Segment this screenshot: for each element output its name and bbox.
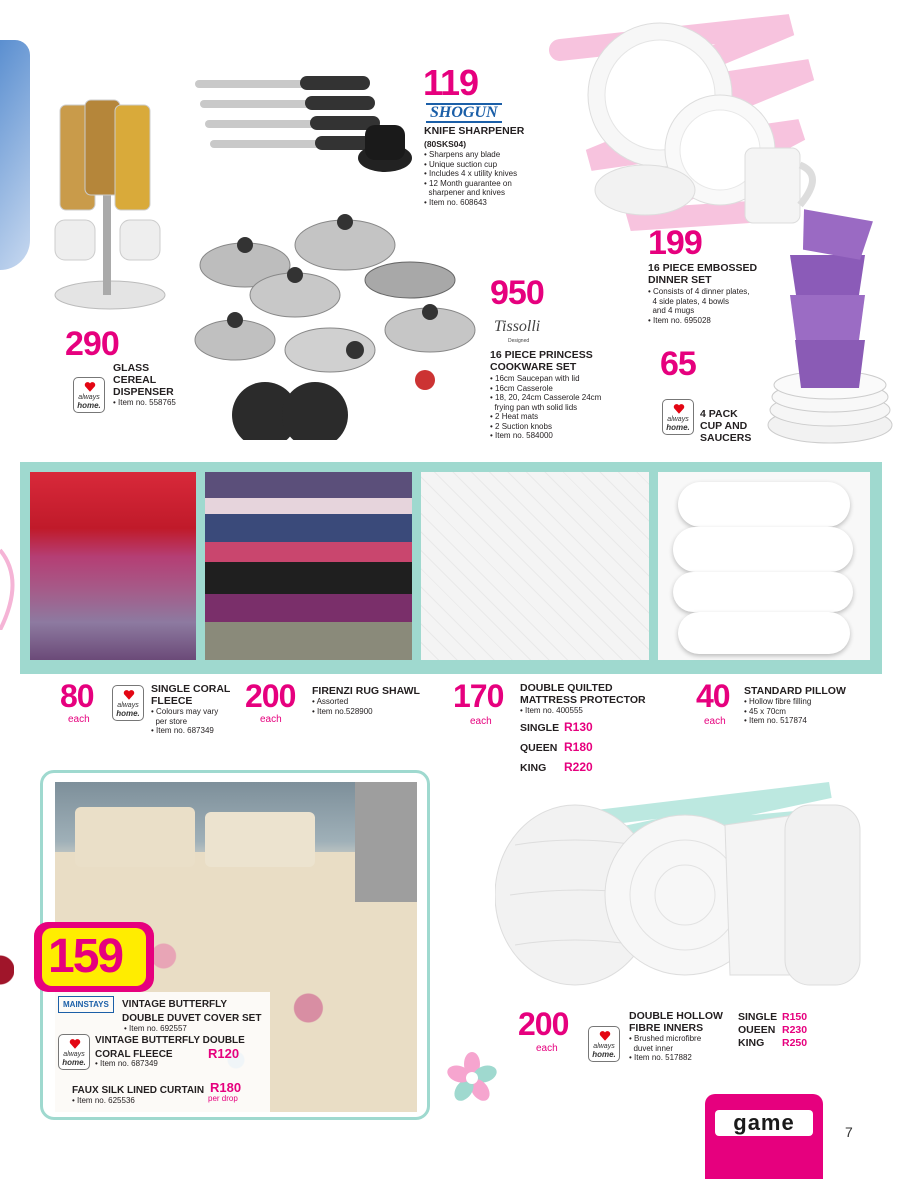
bullet: • Brushed microfibre [629,1034,702,1043]
fleece-each: each [68,714,90,725]
always-home-text: always home. [62,1051,86,1067]
title-line: VINTAGE BUTTERFLY [122,999,228,1010]
title-line: 4 PACK [700,408,738,420]
title-line: DOUBLE DUVET COVER SET [122,1013,262,1024]
cup-saucer-image [765,200,900,450]
cereal-price: 290 [65,325,119,363]
pillow-bullets [744,697,811,726]
curtain-title: FAUX SILK LINED CURTAIN [72,1085,205,1096]
title-line: CORAL FLEECE [95,1049,173,1060]
cereal-bullets [113,398,176,408]
cereal-dispenser-image [45,95,175,315]
cookware-title [490,349,593,373]
always-home-badge [73,377,105,413]
title-line: DISPENSER [113,386,174,398]
fleece-bullets [151,707,218,736]
shawl-each: each [260,714,282,725]
bullet: • Item no. 558765 [113,398,176,407]
always-home-badge [112,685,144,721]
title-line: DOUBLE HOLLOW [629,1010,723,1022]
bullet: • Item no. 625536 [72,1096,135,1105]
title-line: VINTAGE BUTTERFLY DOUBLE [95,1035,245,1046]
shawl-title: FIRENZI RUG SHAWL [312,685,420,697]
heart-icon [599,1030,611,1042]
bullet: • Item no. 608643 [424,197,487,207]
bullet: • Item no.528900 [312,706,373,716]
size-row: OUEEN R230 [738,1024,808,1036]
title-line: SINGLE CORAL [151,683,231,695]
size-row: SINGLE R150 [738,1011,808,1023]
title-line: MATTRESS PROTECTOR [520,694,646,706]
bullet: • Consists of 4 dinner plates, [648,287,750,296]
heart-icon [123,689,135,701]
bullet: • 12 Month guarantee on [424,178,512,188]
protector-title [520,682,646,706]
bullet: • Item no. 584000 [490,431,553,440]
tissolli-subtext: Designed [508,338,530,344]
bullet: • Unique suction cup [424,159,498,169]
title-line: GLASS [113,362,150,374]
duvet-fleece-bullets [95,1059,158,1069]
bullet: • Item no. 400555 [520,706,583,715]
bullet: • Item no. 687349 [95,1059,158,1068]
title-line: 16 PIECE EMBOSSED [648,262,758,274]
bullet: • 16cm Casserole [490,383,553,393]
bullet: • Sharpens any blade [424,150,501,159]
bullet: • Item no. 695028 [648,315,711,325]
shogun-logo: SHOGUN [426,103,502,123]
ornament-decoration [0,940,14,1000]
curtain-per: per drop [208,1094,238,1103]
game-logo-text: game [715,1110,813,1136]
pillow-title: STANDARD PILLOW [744,685,846,697]
heart-icon [69,1038,81,1050]
inners-each: each [536,1043,558,1054]
bullet: and 4 mugs [652,306,695,315]
title-line: COOKWARE SET [490,361,577,373]
fleece-title [151,683,230,707]
shawl-price: 200 [245,678,296,714]
title-line: CUP AND [700,420,748,432]
bullet: • Colours may vary [151,707,219,716]
cereal-title [113,362,174,398]
cookware-set-image [185,200,485,440]
pillow-each: each [704,716,726,727]
always-home-text: always home. [77,394,101,410]
curtain-bullets [72,1096,135,1106]
dinner-bullets [648,287,750,325]
bullet: sharpener and knives [428,188,505,197]
knife-price: 119 [423,62,479,103]
title-line: 16 PIECE PRINCESS [490,349,593,361]
size-row: SINGLE R130 [520,720,593,734]
bullet: • 16cm Saucepan with lid [490,374,580,383]
always-home-badge [58,1034,90,1070]
page-number: 7 [845,1124,853,1140]
bullet: • Includes 4 x utility knives [424,169,518,178]
protector-sizes [520,718,593,778]
bullet: • Item no. 692557 [124,1024,187,1033]
bullet: frying pan wth solid lids [494,402,578,412]
size-row: KING R220 [520,760,593,774]
cups-price: 65 [660,345,696,383]
heart-icon [673,403,685,415]
knife-code: (80SKS04) [424,139,467,149]
duvet-inners-image [495,785,875,1005]
curtain-price: R180 [210,1080,242,1095]
duvet-price: 159 [48,930,123,983]
always-home-text: always home. [592,1043,616,1059]
title-line: DOUBLE QUILTED [520,682,613,694]
mattress-protector-image [421,472,649,660]
heart-icon [84,381,96,393]
bullet: • Assorted [312,697,349,706]
fleece-image [30,472,196,660]
bullet: • Item no. 517882 [629,1053,692,1062]
bullet: • 2 Suction knobs [490,421,552,431]
knife-set-image [190,70,420,180]
title-line: CEREAL [113,374,157,386]
always-home-badge [662,399,694,435]
tissolli-logo: Tissolli [494,318,541,335]
duvet-fleece-price: R120 [208,1046,240,1061]
bullet: per store [155,716,188,726]
inners-sizes [738,1011,807,1050]
always-home-badge [588,1026,620,1062]
pink-leaf-decoration [0,540,20,630]
size-row: KING R250 [738,1037,808,1049]
cups-title [700,408,751,444]
protector-bullets [520,706,583,716]
always-home-text: always home. [666,416,690,432]
protector-price: 170 [453,678,504,714]
cookware-price: 950 [490,274,544,312]
shawl-image [205,472,412,660]
corner-decoration [0,40,30,270]
duvet-bullets [124,1024,187,1034]
bullet: • Item no. 517874 [744,716,807,725]
always-home-text: always home. [116,702,140,718]
bullet: • Item no. 687349 [151,726,214,735]
pillow-image [658,472,870,660]
bullet: • 2 Heat mats [490,412,539,421]
shawl-bullets [312,697,373,716]
inners-price: 200 [518,1006,569,1042]
title-line: SAUCERS [700,432,752,444]
protector-each: each [470,716,492,727]
dinner-title [648,262,757,286]
knife-bullets [424,150,517,207]
cookware-bullets [490,374,601,441]
title-line: FIBRE INNERS [629,1022,704,1034]
bullet: • Hollow fibre filling [744,697,812,706]
duvet-title [122,999,261,1025]
size-row: QUEEN R180 [520,740,593,754]
inners-bullets [629,1034,701,1063]
inners-title [629,1010,723,1034]
bullet: • 18, 20, 24cm Casserole 24cm [490,393,602,402]
bullet: duvet inner [633,1043,674,1053]
title-line: FLEECE [151,695,193,707]
game-logo[interactable] [705,1094,823,1179]
title-line: DINNER SET [648,274,712,286]
flower-decoration [444,1050,500,1106]
knife-title: KNIFE SHARPENER [424,125,525,137]
pillow-price: 40 [696,678,730,714]
bullet: • 45 x 70cm [744,706,786,716]
bullet: 4 side plates, 4 bowls [652,296,729,306]
mainstays-logo: MAINSTAYS [58,996,114,1013]
fleece-price: 80 [60,678,94,714]
duvet-price-box [34,922,154,992]
dinner-price: 199 [648,224,702,262]
